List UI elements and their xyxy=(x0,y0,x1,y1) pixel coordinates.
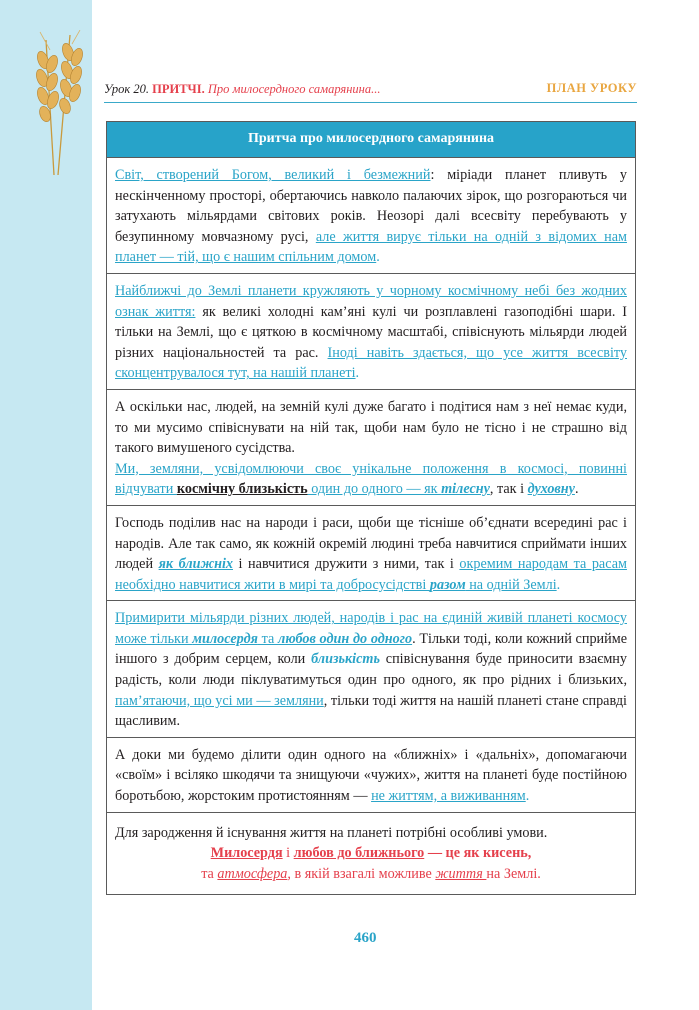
emphasis: милосердя xyxy=(192,630,258,647)
text: — це як кисень, xyxy=(424,845,532,862)
highlight: один до одного — як xyxy=(307,481,442,498)
lesson-subtitle: Про милосердного самарянина... xyxy=(207,82,381,96)
text: . xyxy=(556,576,561,593)
text: А доки ми будемо ділити один одного на «ближніх» і «дальніх», допомагаючи «своїм» і всіляко шкодячи та знищуючи «чужих», життя на планеті буде постійною боротьбою, жорстоким протистоянням — xyxy=(115,746,627,805)
row-text xyxy=(115,165,627,268)
text: : міріади планет пливуть у нескінченному просторі, обертаючись навколо палаючих зірок, що розгораються чи затухають мільярдами світових років. Неозорі далі всесвіту перебувають у безупинному мовчазному русі, xyxy=(115,167,627,245)
text: та xyxy=(201,865,218,882)
text: . Тільки тоді, коли кожний сприйме іншого з добрим серцем, коли xyxy=(115,630,628,668)
highlight: не життям, а виживанням xyxy=(371,788,526,805)
parable-table xyxy=(106,121,636,895)
emphasis: любов до ближнього xyxy=(293,845,425,862)
row-text xyxy=(115,843,627,864)
row-text xyxy=(115,513,627,595)
emphasis: разом xyxy=(429,576,466,593)
text: Господь поділив нас на народи і раси, щоби ще тісніше об’єднати всередині рас і народів. Але так само, як кожній окремій людині треба навчитися сприймати інших людей xyxy=(115,514,627,573)
text: як великі холодні кам’яні кулі чи розплавлені газоподібні шари. І тільки на Землі, що є цяткою в космічному масштабі, співіснують мільярди людей різних національностей та рас. xyxy=(115,303,627,361)
emphasis: як ближніх xyxy=(158,556,233,573)
emphasis: тілесну xyxy=(441,481,490,498)
text: , в якій взагалі можливе xyxy=(287,865,436,882)
highlight: та xyxy=(257,630,279,647)
row-text: Для зародження й існування життя на планеті потрібні особливі умови. xyxy=(115,824,548,841)
highlight: Примирити мільярди різних людей, народів і рас на єдиній живій планеті космосу може тільки xyxy=(115,610,627,647)
row-text xyxy=(115,608,627,732)
highlight: на одній Землі xyxy=(465,576,557,593)
text: , тільки тоді життя на нашій планеті стане справді щасливим. xyxy=(115,692,627,730)
row-text xyxy=(115,745,627,807)
table-row xyxy=(107,274,635,390)
emphasis: близькість xyxy=(311,651,380,668)
highlight: але життя вирує тільки на одній з відомих нам планет — тій, що є нашим спільним домом xyxy=(115,228,627,266)
text: на Землі. xyxy=(486,865,541,882)
row-text xyxy=(115,281,627,384)
header-divider xyxy=(104,102,637,103)
highlight: Ми, земляни, усвідомлюючи своє унікальне положення в космосі, повинні відчувати xyxy=(115,460,627,498)
highlight: Іноді навіть здається, що усе життя всесвіту сконцентрувалося тут, на нашій планеті xyxy=(115,344,627,382)
emphasis: життя xyxy=(435,865,487,882)
emphasis: космічну близькість xyxy=(176,481,308,498)
text: . xyxy=(355,365,360,382)
text: співіснування буде приносити взаємну радість, коли люди піклуватимуться один про одного, як про рідних і близьких, xyxy=(115,651,627,689)
row-text xyxy=(115,459,627,500)
highlight: окремим народам та расам необхідно навчитися жити в мирі та добросусідстві xyxy=(115,556,627,593)
page-number: 460 xyxy=(354,930,377,946)
highlight: Найближчі до Землі планети кружляють у чорному космічному небі без жодних ознак життя: xyxy=(115,282,627,320)
highlight: Світ, створений Богом, великий і безмежний xyxy=(115,167,431,183)
plan-label: ПЛАН УРОКУ xyxy=(546,81,637,95)
text: . xyxy=(525,788,530,805)
row-text: А оскільки нас, людей, на земній кулі дуже багато і подітися нам з неї немає куди, то ми мусимо співіснувати на ній так, щоби нам було не тісно і не страшно від такого вимушеного сусідства. xyxy=(115,398,627,457)
highlight: пам’ятаючи, що усі ми — земляни xyxy=(115,692,324,709)
emphasis: любов один до одного xyxy=(278,630,413,647)
table-row xyxy=(107,158,635,274)
table-row xyxy=(107,390,635,506)
text: і навчитися дружити з ними, так і xyxy=(233,556,460,573)
lesson-topic: ПРИТЧІ. xyxy=(152,82,205,96)
emphasis: Милосердя xyxy=(210,845,283,862)
text: . xyxy=(376,249,380,266)
table-row xyxy=(107,738,635,813)
text: . xyxy=(574,481,579,498)
text: , так і xyxy=(489,481,528,498)
text: і xyxy=(282,845,294,862)
emphasis: духовну xyxy=(527,481,575,498)
table-row xyxy=(107,601,635,738)
table-row xyxy=(107,506,635,601)
table-title: Притча про милосердного самарянина xyxy=(107,122,635,158)
emphasis: атмосфера xyxy=(217,865,288,882)
table-row xyxy=(107,813,635,895)
lesson-number: Урок 20. xyxy=(104,82,150,96)
row-text xyxy=(115,864,627,885)
wheat-ears-icon xyxy=(24,30,94,175)
